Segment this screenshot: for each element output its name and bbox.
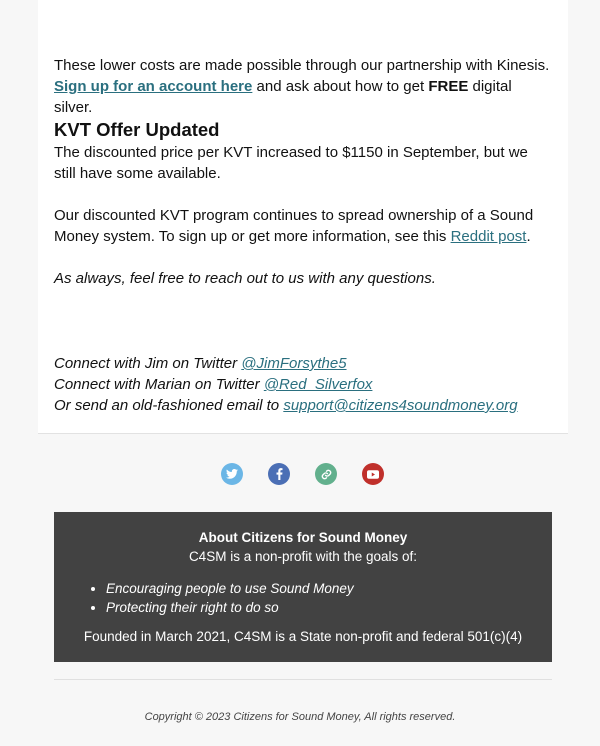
program-text: Our discounted KVT program continues to spread ownership of a Sound Money system. To sign up or get more information, see this [54, 207, 534, 245]
twitter-icon[interactable] [221, 463, 243, 485]
youtube-icon[interactable] [362, 463, 384, 485]
intro-paragraph [54, 55, 554, 118]
link-icon[interactable] [315, 463, 337, 485]
marian-twitter-link[interactable]: @Red_Silverfox [263, 376, 373, 393]
jim-twitter-link[interactable]: @JimForsythe5 [241, 355, 347, 372]
goal-item: • Protecting their right to do so [106, 598, 354, 617]
support-email-link[interactable]: support@citizens4soundmoney.org [283, 397, 518, 414]
program-paragraph [54, 205, 554, 247]
kvt-heading: KVT Offer Updated [54, 119, 220, 140]
goal-item: • Encouraging people to use Sound Money [106, 579, 354, 598]
contact-list [54, 353, 518, 416]
about-box [54, 512, 552, 662]
about-title: About Citizens for Sound Money [198, 530, 408, 545]
goals-list [54, 579, 354, 617]
social-icons-row [0, 463, 600, 485]
contact-email [54, 395, 518, 416]
copyright-text: Copyright © 2023 Citizens for Sound Money, All rights reserved. [144, 711, 456, 723]
signup-link[interactable]: Sign up for an account here [54, 78, 253, 95]
closing-text: As always, feel free to reach out to us with any questions. [54, 270, 436, 287]
contact-marian [54, 374, 518, 395]
signup-line-mid: and ask about how to get [252, 78, 429, 95]
contact-jim-text: Connect with Jim on Twitter [54, 355, 242, 372]
founded-text: Founded in March 2021, C4SM is a State non-profit and federal 501(c)(4) [83, 629, 523, 644]
free-text: FREE [428, 78, 469, 95]
reddit-post-link[interactable]: Reddit post [450, 228, 527, 245]
kvt-paragraph: The discounted price per KVT increased to $1150 in September, but we still have some available. [54, 144, 528, 182]
contact-jim [54, 353, 518, 374]
signup-line-end: digital silver. [54, 78, 512, 116]
contact-email-text: Or send an old-fashioned email to [54, 397, 284, 414]
about-subtitle: C4SM is a non-profit with the goals of: [188, 549, 418, 564]
intro-line: These lower costs are made possible through our partnership with Kinesis. [54, 57, 550, 74]
program-end: . [526, 228, 531, 245]
email-body-card [38, 0, 568, 434]
signup-line [54, 76, 554, 118]
facebook-icon[interactable] [268, 463, 290, 485]
footer-divider [54, 679, 552, 680]
contact-marian-text: Connect with Marian on Twitter [54, 376, 264, 393]
